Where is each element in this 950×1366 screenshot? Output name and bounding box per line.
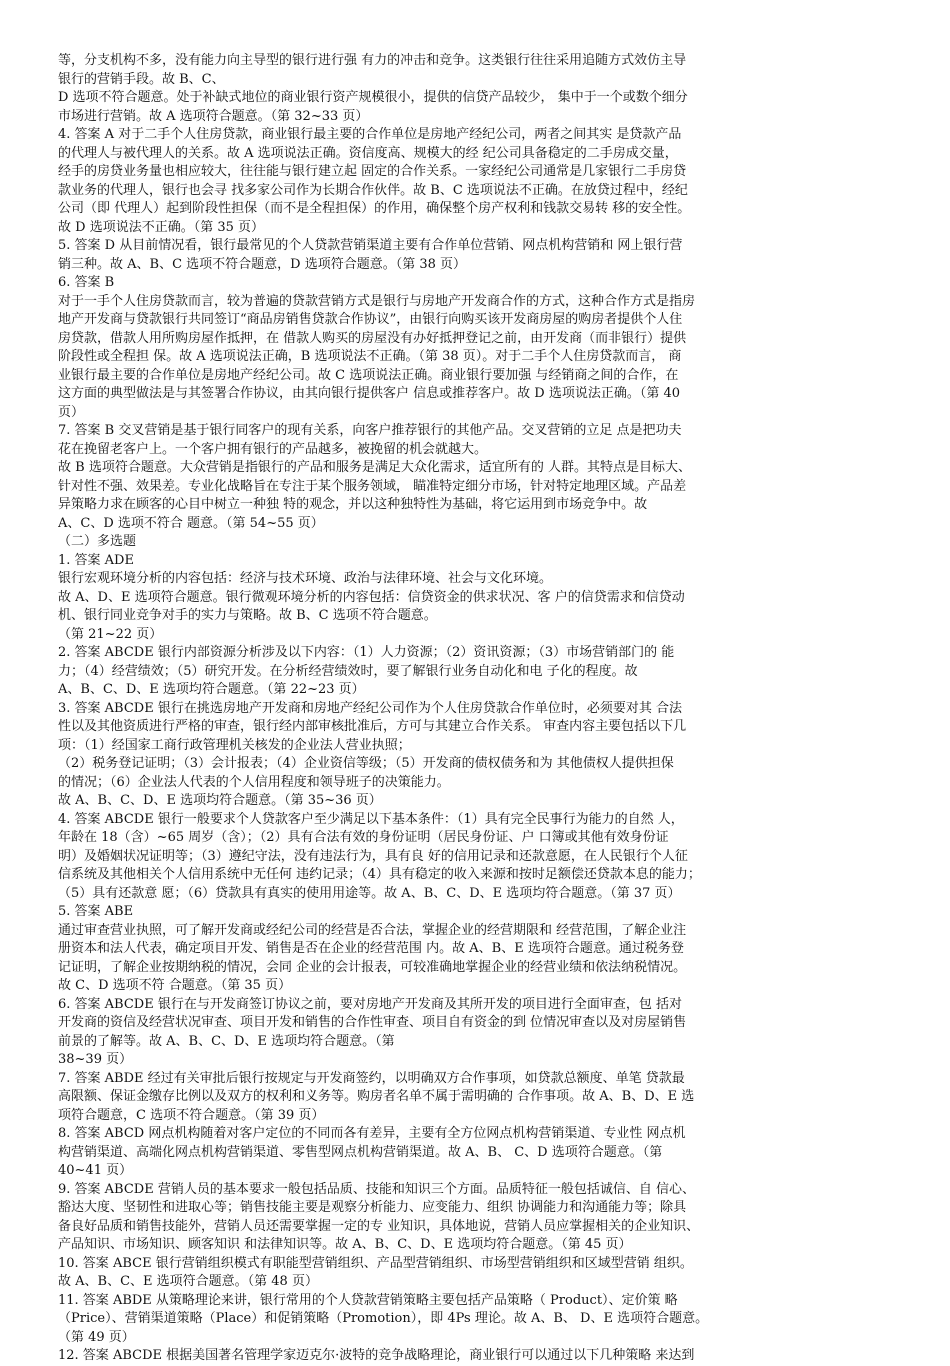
text-line: 前景的了解等。故 A、B、C、D、E 选项均符合题意。（第: [58, 1033, 395, 1049]
text-line: 2. 答案 ABCDE 银行内部资源分析涉及以下内容：（1）人力资源；（2）资讯资源；（3）市场营销部门的 能: [58, 645, 675, 660]
text-line: 信系统及其他相关个人信用系统中无任何 违约记录；（4）具有稳定的收入来源和按时足额偿还贷款本息的能力；: [58, 867, 701, 882]
text-line: 项符合题意，C 选项不符合题意。（第 39 页）: [58, 1107, 325, 1123]
text-line: 1. 答案 ADE: [58, 552, 134, 568]
text-line: 故 B 选项符合题意。大众营销是指银行的产品和服务是满足大众化需求，适宜所有的 人群。其特点是目标大、: [58, 460, 691, 475]
text-line: 等，分支机构不多，没有能力向主导型的银行进行强 有力的冲击和竞争。这类银行往往采用追随方式效仿主导: [58, 53, 687, 68]
text-line: （2）税务登记证明；（3）会计报表；（4）企业资信等级；（5）开发商的债权债务和为 其他债权人提供担保: [58, 756, 674, 771]
text-line: 豁达大度、坚韧性和进取心等；销售技能主要是观察分析能力、应变能力、组织 协调能力和沟通能力等；除具: [58, 1200, 687, 1215]
text-line: 的情况；（6）企业法人代表的个人信用程度和领导班子的决策能力。: [58, 774, 450, 790]
text-line: （5）具有还款意 愿；（6）贷款具有真实的使用用途等。故 A、B、C、D、E 选项均符合题意。（第 37 页）: [58, 885, 681, 901]
text-line: 项：（1）经国家工商行政管理机关核发的企业法人营业执照；: [58, 737, 411, 753]
text-line: 经手的房贷业务量也相应较大，往往能与银行建立起 固定的合作关系。一家经纪公司通常是几家银行二手房贷: [58, 164, 687, 179]
text-line: 故 A、D、E 选项符合题意。银行微观环境分析的内容包括：信贷资金的供求状况、客 户的信贷需求和信贷动: [58, 589, 685, 605]
text-line: 11. 答案 ABDE 从策略理论来讲，银行常用的个人贷款营销策略主要包括产品策略（ Product）、定价策 略: [58, 1292, 678, 1308]
text-line: 7. 答案 ABDE 经过有关审批后银行按规定与开发商签约，以明确双方合作事项，如贷款总额度、单笔 贷款最: [58, 1070, 685, 1086]
text-line: 这方面的典型做法是与其签署合作协议，由其向银行提供客户 信息或推荐客户。故 D 选项说法正确。（第 40: [58, 386, 680, 401]
text-line: 故 D 选项说法不正确。（第 35 页）: [58, 219, 264, 235]
text-line: 故 C、D 选项不符 合题意。（第 35 页）: [58, 978, 292, 993]
text-line: 故 A、B、C、D、E 选项均符合题意。（第 35~36 页）: [58, 793, 382, 808]
text-line: （二）多选题: [58, 534, 137, 549]
text-line: 款业务的代理人，银行也会寻 找多家公司作为长期合作伙伴。故 B、C 选项说法不正确。在放贷过程中，经纪: [58, 182, 688, 198]
text-line: 产品知识、市场知识、顾客知识 和法律知识等。故 A、B、C、D、E 选项均符合题意。（第 45 页）: [58, 1237, 632, 1252]
text-line: 5. 答案 D 从目前情况看，银行最常见的个人贷款营销渠道主要有合作单位营销、网点机构营销和 网上银行营: [58, 238, 683, 253]
text-line: 6. 答案 ABCDE 银行在与开发商签订协议之前，要对房地产开发商及其所开发的项目进行全面审查，包 括对: [58, 996, 682, 1012]
text-line: （第 21~22 页）: [58, 626, 163, 642]
text-line: 故 A、B、C、E 选项符合题意。（第 48 页）: [58, 1274, 318, 1289]
text-line: A、B、C、D、E 选项均符合题意。（第 22~23 页）: [58, 682, 365, 697]
text-line: D 选项不符合题意。处于补缺式地位的商业银行资产规模很小，提供的信贷产品较少， 集中于一个或数个细分: [58, 90, 688, 105]
text-line: 异策略力求在顾客的心目中树立一种独 特的观念，并以这种独特性为基础，将它运用到市场竞争中。故: [58, 497, 648, 512]
text-line: 册资本和法人代表，确定项目开发、销售是否在企业的经营范围 内。故 A、B、E 选项符合题意。通过税务登: [58, 941, 684, 956]
text-line: （第 49 页）: [58, 1329, 135, 1345]
text-line: 构营销渠道、高端化网点机构营销渠道、零售型网点机构营销渠道。故 A、B、 C、D 选项符合题意。（第: [58, 1144, 663, 1160]
text-line: 3. 答案 ABCDE 银行在挑选房地产开发商和房地产经纪公司作为个人住房贷款合作单位时，必须要对其 合法: [58, 700, 682, 716]
text-line: 通过审查营业执照，可了解开发商或经纪公司的经营是否合法，掌握企业的经营期限和 经营范围，了解企业注: [58, 922, 687, 938]
text-line: 6. 答案 B: [58, 275, 115, 290]
text-line: 8. 答案 ABCD 网点机构随着对客户定位的不同而各有差异，主要有全方位网点机构营销渠道、专业性 网点机: [58, 1126, 686, 1141]
text-line: 10. 答案 ABCE 银行营销组织模式有职能型营销组织、产品型营销组织、市场型营销组织和区域型营销 组织。: [58, 1255, 693, 1271]
text-line: 地产开发商与贷款银行共同签订“商品房销售贷款合作协议”，由银行向购买该开发商房屋的购房者提供个人住: [58, 312, 683, 327]
text-line: 38~39 页）: [58, 1052, 133, 1067]
text-line: 对于一手个人住房贷款而言，较为普遍的贷款营销方式是银行与房地产开发商合作的方式，这种合作方式是指房: [58, 293, 696, 309]
text-line: 力；（4）经营绩效；（5）研究开发。在分析经营绩效时，要了解银行业务自动化和电 子化的程度。故: [58, 663, 638, 679]
text-line: 7. 答案 B 交叉营销是基于银行同客户的现有关系，向客户推荐银行的其他产品。交叉营销的立足 点是把功夫: [58, 423, 682, 438]
text-line: 机、银行同业竞争对手的实力与策略。故 B、C 选项不符合题意。: [58, 608, 437, 623]
text-line: 的代理人与被代理人的关系。故 A 选项说法正确。资信度高、规模大的经 纪公司具备稳定的二手房成交量，: [58, 145, 678, 161]
text-line: 业银行最主要的合作单位是房地产经纪公司。故 C 选项说法正确。商业银行要加强 与经销商之间的合作，在: [58, 367, 679, 383]
text-line: 银行宏观环境分析的内容包括：经济与技术环境、政治与法律环境、社会与文化环境。: [58, 571, 553, 586]
text-line: 4. 答案 ABCDE 银行一般要求个人贷款客户至少满足以下基本条件：（1）具有完全民事行为能力的自然 人，: [58, 811, 684, 827]
text-line: 记证明，了解企业按期纳税的情况，会同 企业的会计报表，可较准确地掌握企业的经营业绩和依法纳税情况。: [58, 959, 687, 975]
text-line: 公司（即 代理人）起到阶段性担保（而不是全程担保）的作用，确保整个房产权利和钱款交易转 移的安全性。: [58, 201, 691, 216]
text-line: 9. 答案 ABCDE 营销人员的基本要求一般包括品质、技能和知识三个方面。品质特征一般包括诚信、自 信心、: [58, 1181, 695, 1197]
text-line: 开发商的资信及经营状况审查、项目开发和销售的合作性审查、项目自有资金的到 位情况审查以及对房屋销售: [58, 1015, 687, 1030]
text-line: 阶段性或全程担 保。故 A 选项说法正确，B 选项说法不正确。（第 38 页）。对于二手个人住房贷款而言， 商: [58, 349, 682, 364]
text-line: 花在挽留老客户上。一个客户拥有银行的产品越多，被挽留的机会就越大。: [58, 441, 488, 457]
text-line: 针对性不强、效果差。专业化战略旨在专注于某个服务领域， 瞄准特定细分市场，针对特定地理区域。产品差: [58, 478, 687, 494]
text-line: 性以及其他资质进行严格的审查，银行经内部审核批准后，方可与其建立合作关系。 审查内容主要包括以下几: [58, 719, 687, 734]
text-line: 5. 答案 ABE: [58, 904, 134, 919]
text-line: 年龄在 18（含）~65 周岁（含）；（2）具有合法有效的身份证明（居民身份证、户 口簿或其他有效身份证: [58, 830, 669, 845]
text-line: 银行的营销手段。故 B、C、: [58, 71, 225, 87]
text-line: 明）及婚姻状况证明等；（3）遵纪守法，没有违法行为，具有良 好的信用记录和还款意愿，在人民银行个人征: [58, 848, 688, 864]
text-line: 4. 答案 A 对于二手个人住房贷款，商业银行最主要的合作单位是房地产经纪公司，两者之间其实 是贷款产品: [58, 127, 682, 142]
text-line: （Price）、营销渠道策略（Place）和促销策略（Promotion），即 4Ps 理论。故 A、B、 D、E 选项符合题意。: [58, 1311, 709, 1326]
text-line: 房贷款，借款人用所购房屋作抵押，在 借款人购买的房屋没有办好抵押登记之前，由开发商（而非银行）提供: [58, 330, 687, 346]
text-line: 销三种。故 A、B、C 选项不符合题意，D 选项符合题意。（第 38 页）: [58, 256, 467, 272]
text-line: A、C、D 选项不符合 题意。（第 54~55 页）: [58, 515, 324, 531]
text-line: 12. 答案 ABCDE 根据美国著名管理学家迈克尔·波特的竞争战略理论，商业银行可以通过以下几种策略 来达到: [58, 1348, 695, 1363]
text-line: 页）: [58, 404, 85, 420]
text-line: 备良好品质和销售技能外，营销人员还需要掌握一定的专 业知识，具体地说，营销人员应掌握相关的企业知识、: [58, 1218, 700, 1234]
text-line: 市场进行营销。故 A 选项符合题意。（第 32~33 页）: [58, 108, 369, 124]
text-line: 40~41 页）: [58, 1163, 133, 1178]
text-line: 高限额、保证金缴存比例以及双方的权利和义务等。购房者名单不属于需明确的 合作事项。故 A、B、D、E 选: [58, 1089, 695, 1104]
